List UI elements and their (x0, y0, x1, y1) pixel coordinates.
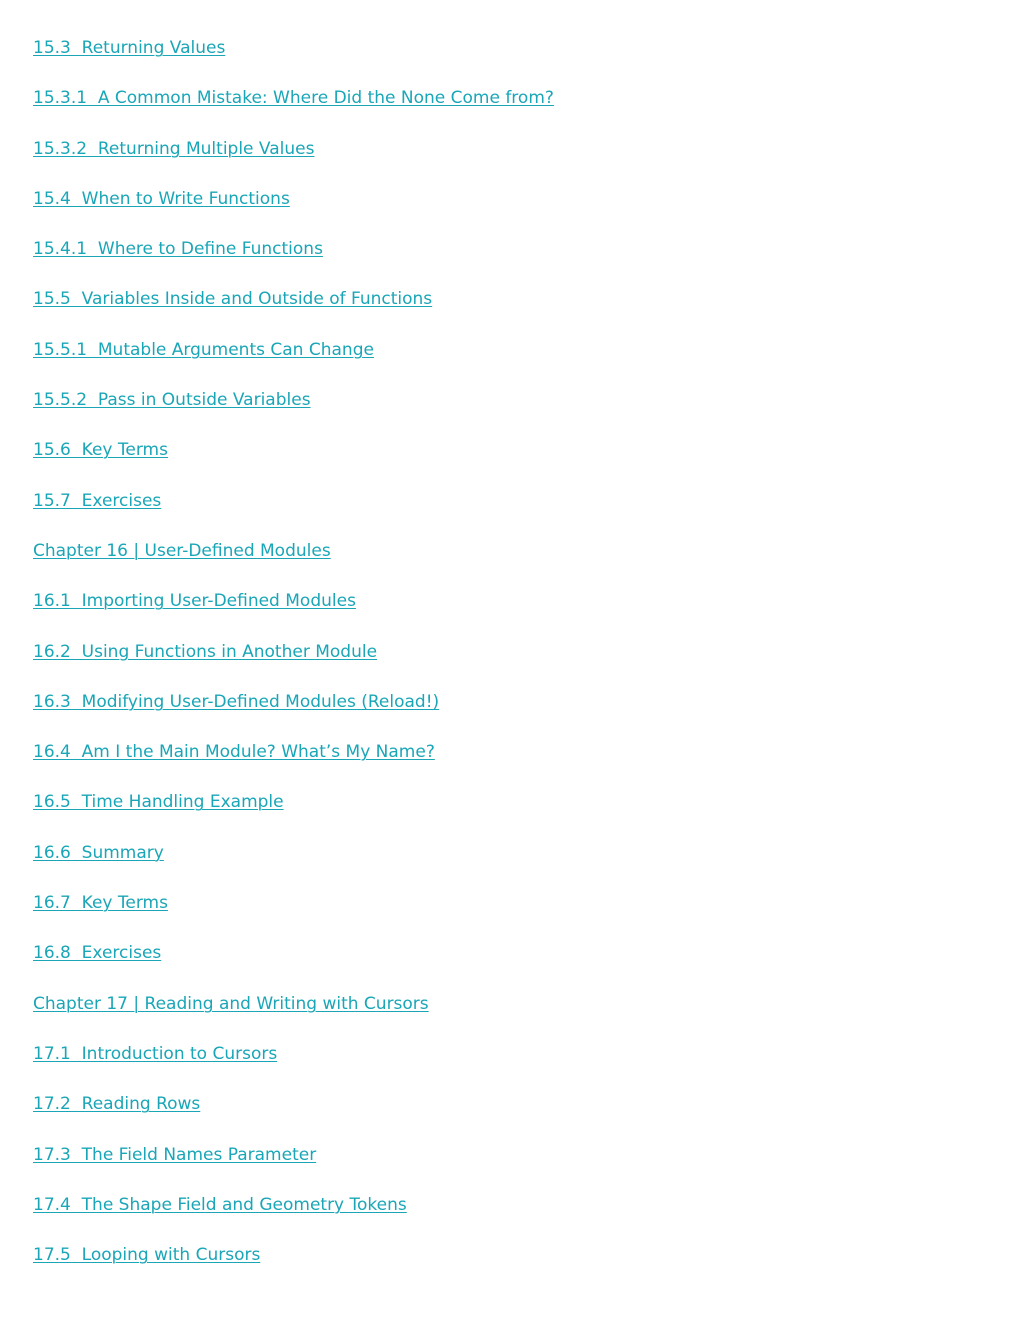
toc-item (33, 941, 554, 991)
toc-item (33, 338, 554, 388)
toc-item (33, 841, 554, 891)
toc-item (33, 438, 554, 488)
toc-link-17-3[interactable]: 17.3 The Field Names Parameter (33, 1144, 317, 1165)
toc-item (33, 1092, 554, 1142)
toc-link-17-2[interactable]: 17.2 Reading Rows (33, 1094, 201, 1115)
toc-item (33, 992, 554, 1042)
toc-item (33, 1193, 554, 1243)
toc-link-15-3-2[interactable]: 15.3.2 Returning Multiple Values (33, 138, 315, 159)
toc-link-15-3-1[interactable]: 15.3.1 A Common Mistake: Where Did the None Come from? (33, 88, 554, 109)
toc-item (33, 187, 554, 237)
table-of-contents (33, 36, 554, 1293)
toc-item (33, 1143, 554, 1193)
toc-item (33, 640, 554, 690)
toc-link-17-4[interactable]: 17.4 The Shape Field and Geometry Tokens (33, 1194, 407, 1215)
toc-item (33, 1042, 554, 1092)
toc-item (33, 1243, 554, 1293)
toc-item (33, 237, 554, 287)
toc-link-16-3[interactable]: 16.3 Modifying User-Defined Modules (Reload!) (33, 691, 440, 712)
toc-item (33, 489, 554, 539)
toc-link-17-1[interactable]: 17.1 Introduction to Cursors (33, 1043, 278, 1064)
toc-link-16-8[interactable]: 16.8 Exercises (33, 943, 162, 964)
toc-item (33, 137, 554, 187)
toc-link-chapter-17[interactable]: Chapter 17 | Reading and Writing with Cursors (33, 993, 429, 1014)
toc-item (33, 539, 554, 589)
toc-link-16-4[interactable]: 16.4 Am I the Main Module? What’s My Name? (33, 742, 435, 763)
toc-link-15-5-1[interactable]: 15.5.1 Mutable Arguments Can Change (33, 339, 374, 360)
toc-link-17-5[interactable]: 17.5 Looping with Cursors (33, 1245, 261, 1266)
toc-link-15-4-1[interactable]: 15.4.1 Where to Define Functions (33, 239, 323, 260)
toc-link-16-2[interactable]: 16.2 Using Functions in Another Module (33, 641, 378, 662)
toc-item (33, 891, 554, 941)
toc-link-chapter-16[interactable]: Chapter 16 | User-Defined Modules (33, 540, 331, 561)
toc-link-16-1[interactable]: 16.1 Importing User-Defined Modules (33, 591, 356, 612)
toc-link-15-5-2[interactable]: 15.5.2 Pass in Outside Variables (33, 390, 311, 411)
toc-link-15-3[interactable]: 15.3 Returning Values (33, 38, 226, 58)
toc-link-16-7[interactable]: 16.7 Key Terms (33, 893, 168, 914)
toc-item (33, 790, 554, 840)
toc-link-15-7[interactable]: 15.7 Exercises (33, 490, 162, 511)
toc-link-15-5[interactable]: 15.5 Variables Inside and Outside of Functions (33, 289, 433, 310)
toc-link-15-4[interactable]: 15.4 When to Write Functions (33, 188, 290, 209)
toc-item (33, 36, 554, 86)
toc-item (33, 589, 554, 639)
toc-item (33, 287, 554, 337)
toc-link-16-5[interactable]: 16.5 Time Handling Example (33, 792, 284, 813)
toc-link-16-6[interactable]: 16.6 Summary (33, 842, 164, 863)
toc-link-15-6[interactable]: 15.6 Key Terms (33, 440, 168, 461)
toc-item (33, 690, 554, 740)
toc-item (33, 388, 554, 438)
toc-item (33, 86, 554, 136)
toc-item (33, 740, 554, 790)
